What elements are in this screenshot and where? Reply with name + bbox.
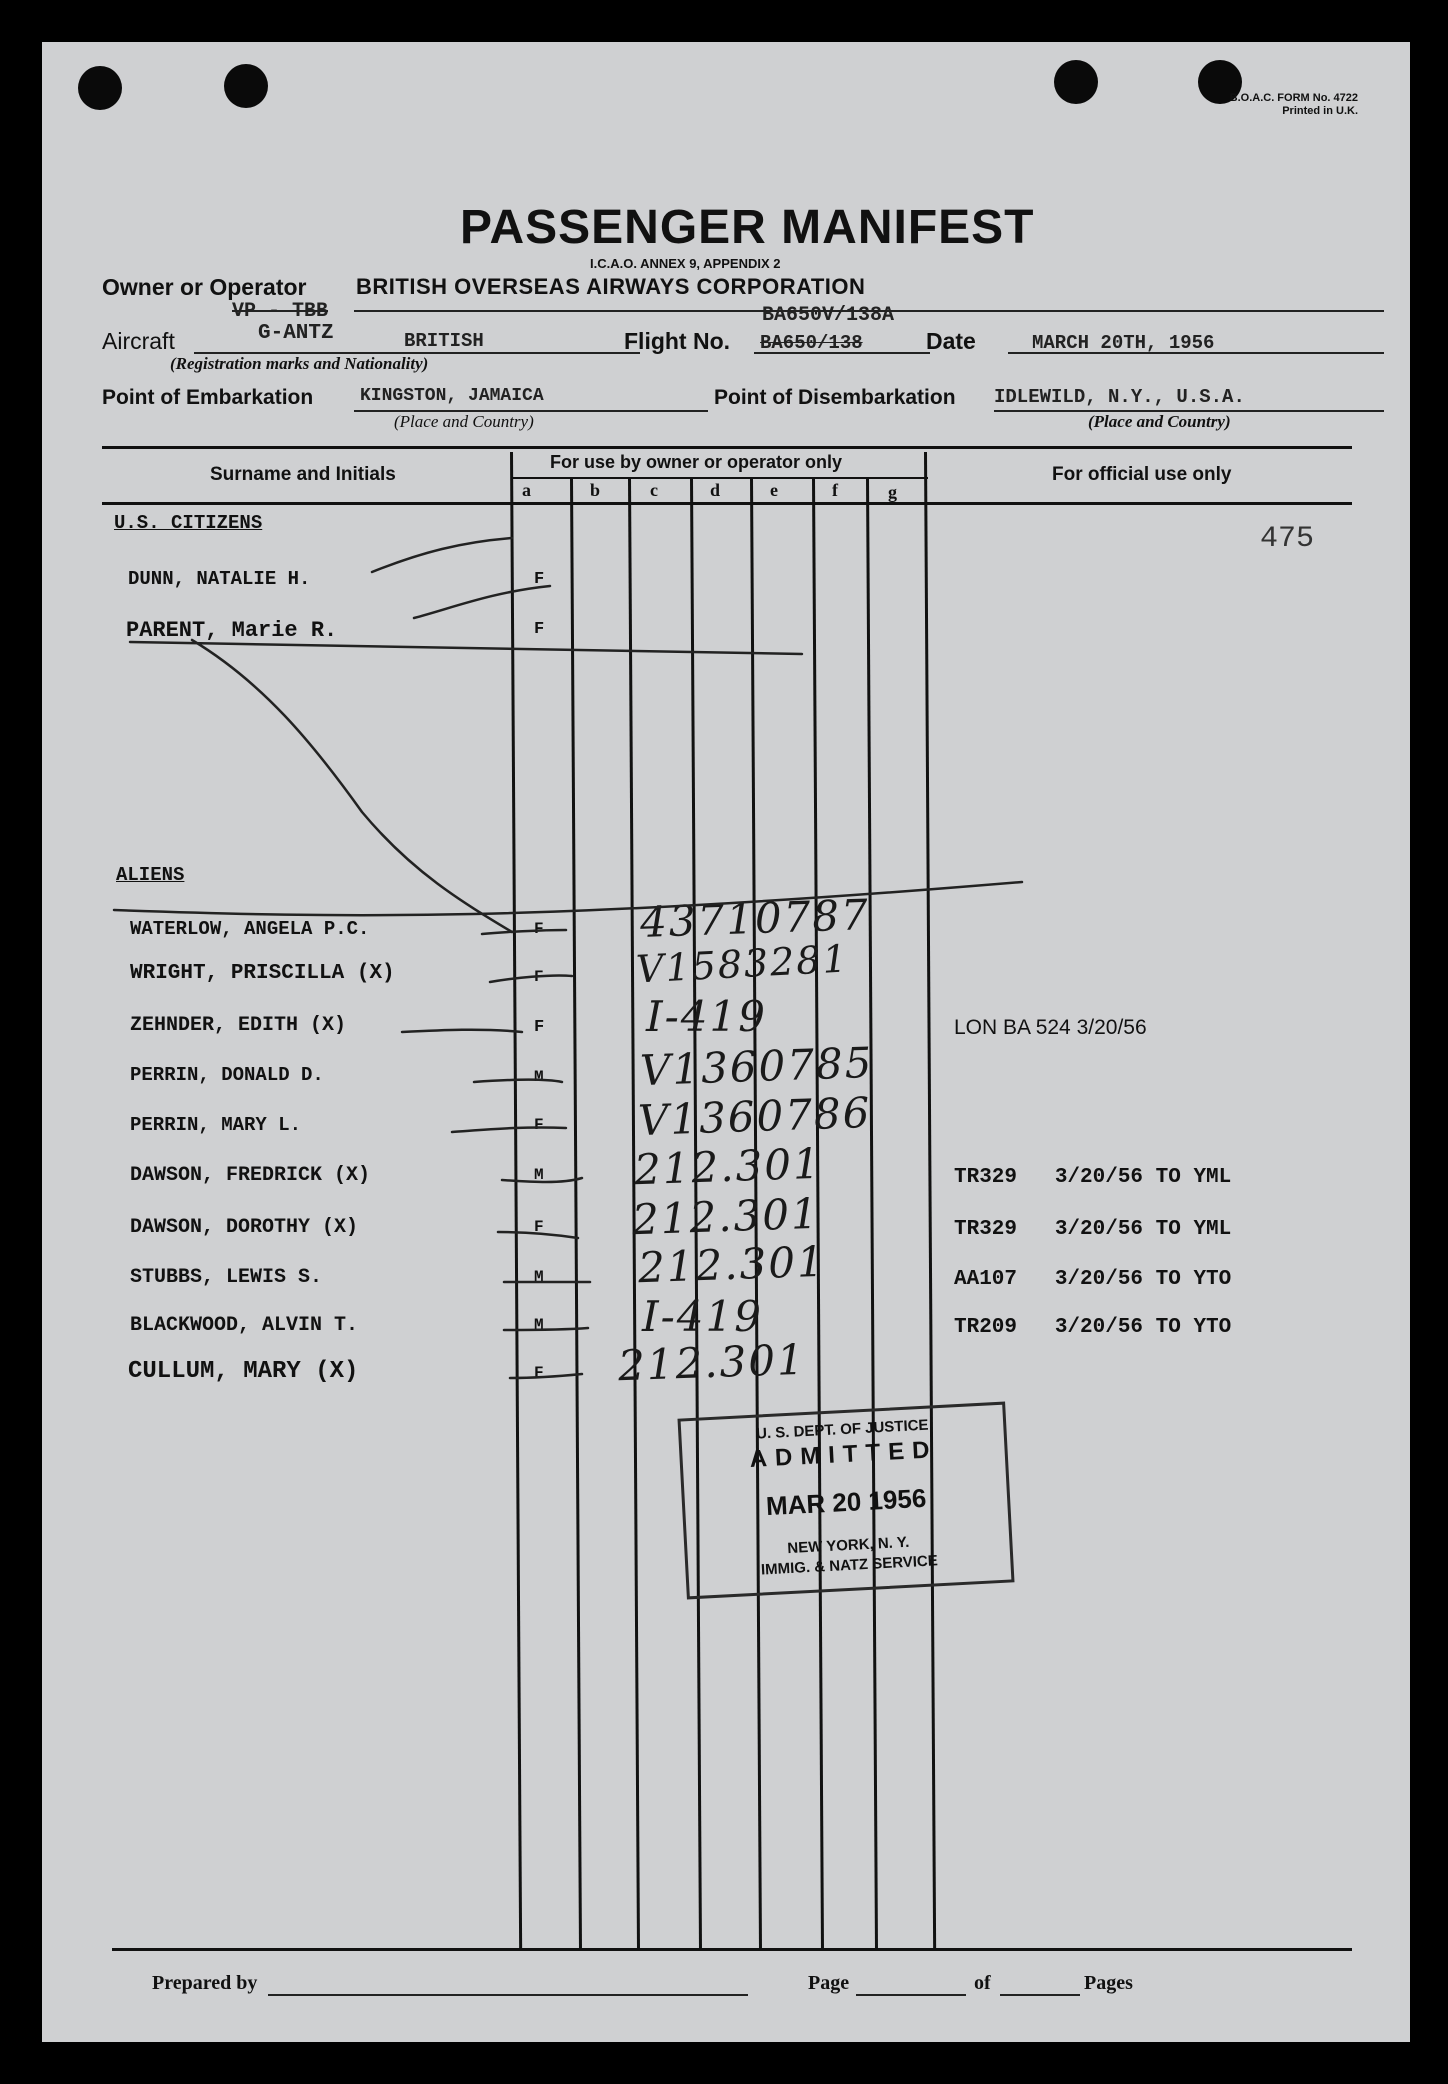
alien-name: DAWSON, FREDRICK (X) xyxy=(130,1164,371,1187)
alien-document: 212.301 xyxy=(633,1138,823,1195)
alien-official-note: AA107 3/20/56 TO YTO xyxy=(954,1268,1232,1291)
admitted-stamp xyxy=(677,1402,1014,1600)
count-mark: 475 xyxy=(1260,522,1315,556)
stamp-admitted: ADMITTED xyxy=(749,1436,939,1473)
alien-official-note: TR209 3/20/56 TO YTO xyxy=(954,1316,1232,1339)
alien-sex: F xyxy=(534,1218,544,1236)
pages-label: Pages xyxy=(1084,1972,1133,1994)
flight-no-above: BA650V/138A xyxy=(762,304,895,327)
alien-name: PERRIN, MARY L. xyxy=(130,1114,302,1136)
alien-document: 212.301 xyxy=(637,1236,827,1293)
alien-official-note: LON BA 524 3/20/56 xyxy=(954,1016,1147,1039)
embarkation-note: (Place and Country) xyxy=(394,412,534,431)
alien-sex: F xyxy=(534,1018,545,1037)
alien-document: I-419 xyxy=(646,992,767,1041)
disembarkation-label: Point of Disembarkation xyxy=(714,386,956,409)
embarkation-label: Point of Embarkation xyxy=(102,386,314,409)
prepared-by-label: Prepared by xyxy=(152,1972,258,1994)
official-header: For official use only xyxy=(1052,464,1232,485)
surname-header: Surname and Initials xyxy=(210,464,396,485)
us-citizen-name: PARENT, Marie R. xyxy=(126,618,338,643)
alien-sex: M xyxy=(534,1068,544,1086)
stamp-agency: U. S. DEPT. OF JUSTICE xyxy=(755,1416,929,1443)
col-letter-d: d xyxy=(710,480,721,500)
owner-label: Owner or Operator xyxy=(102,274,307,300)
alien-name: STUBBS, LEWIS S. xyxy=(130,1266,323,1289)
alien-sex: F xyxy=(534,920,544,938)
flight-label: Flight No. xyxy=(624,328,731,354)
aircraft-note: (Registration marks and Nationality) xyxy=(170,354,429,373)
col-letter-b: b xyxy=(590,480,601,500)
aircraft-reg-above: VP - TBB xyxy=(232,300,329,323)
page-subtitle: I.C.A.O. ANNEX 9, APPENDIX 2 xyxy=(590,256,781,271)
alien-document: V1360786 xyxy=(637,1087,873,1146)
aircraft-nationality: BRITISH xyxy=(404,330,484,352)
stamp-service: IMMIG. & NATZ SERVICE xyxy=(760,1552,939,1579)
alien-document: 212.301 xyxy=(631,1188,821,1245)
alien-name: DAWSON, DOROTHY (X) xyxy=(130,1216,359,1239)
pages-line xyxy=(1000,1994,1080,1996)
alien-name: CULLUM, MARY (X) xyxy=(128,1358,359,1385)
stamp-date: MAR 20 1956 xyxy=(765,1482,927,1522)
us-citizens-heading: U.S. CITIZENS xyxy=(114,512,263,534)
handwritten-marks xyxy=(42,42,1410,2042)
page-label: Page xyxy=(808,1972,850,1994)
of-label: of xyxy=(974,1972,991,1994)
disembarkation-value: IDLEWILD, N.Y., U.S.A. xyxy=(994,386,1245,408)
page-title: PASSENGER MANIFEST xyxy=(460,201,1035,254)
page-line xyxy=(856,1994,966,1996)
alien-sex: F xyxy=(534,968,544,986)
us-citizen-name: DUNN, NATALIE H. xyxy=(128,568,311,590)
alien-name: WRIGHT, PRISCILLA (X) xyxy=(130,962,395,985)
form-number: B.O.A.C. FORM No. 4722 xyxy=(1229,92,1358,104)
aliens-heading: ALIENS xyxy=(116,864,185,886)
date-value: MARCH 20TH, 1956 xyxy=(1032,332,1215,354)
alien-sex: F xyxy=(534,1364,544,1382)
aircraft-label: Aircraft xyxy=(102,328,175,354)
alien-name: BLACKWOOD, ALVIN T. xyxy=(130,1314,359,1337)
col-letter-c: c xyxy=(650,480,658,500)
alien-document: 43710787 xyxy=(639,890,871,947)
us-citizen-sex: F xyxy=(534,620,545,639)
col-letter-e: e xyxy=(770,480,778,500)
owner-use-header: For use by owner or operator only xyxy=(550,452,843,472)
prepared-by-line xyxy=(268,1994,748,1996)
us-citizen-sex: F xyxy=(534,570,545,589)
printed-note: Printed in U.K. xyxy=(1282,105,1358,117)
col-letter-g: g xyxy=(888,482,897,502)
col-letter-f: f xyxy=(832,480,838,500)
alien-document: 212.301 xyxy=(617,1334,807,1391)
date-label: Date xyxy=(926,328,976,354)
owner-value: BRITISH OVERSEAS AIRWAYS CORPORATION xyxy=(356,274,866,299)
footer-rule xyxy=(112,1948,1352,1951)
alien-name: WATERLOW, ANGELA P.C. xyxy=(130,918,370,940)
disembarkation-note: (Place and Country) xyxy=(1088,412,1231,431)
alien-name: PERRIN, DONALD D. xyxy=(130,1064,324,1086)
alien-document: I-419 xyxy=(642,1292,763,1341)
alien-sex: M xyxy=(534,1316,544,1334)
embarkation-value: KINGSTON, JAMAICA xyxy=(360,386,544,406)
alien-official-note: TR329 3/20/56 TO YML xyxy=(954,1166,1232,1189)
alien-document: V1360785 xyxy=(639,1037,875,1096)
alien-name: ZEHNDER, EDITH (X) xyxy=(130,1014,347,1037)
alien-document: V1583281 xyxy=(634,936,850,992)
col-letter-a: a xyxy=(522,480,531,500)
stamp-city: NEW YORK, N. Y. xyxy=(786,1533,910,1558)
alien-sex: M xyxy=(534,1166,544,1184)
flight-no: BA650/138 xyxy=(760,332,863,354)
aircraft-reg: G-ANTZ xyxy=(258,322,334,345)
alien-sex: F xyxy=(534,1116,544,1134)
alien-official-note: TR329 3/20/56 TO YML xyxy=(954,1218,1232,1241)
manifest-sheet xyxy=(42,42,1410,2042)
alien-sex: M xyxy=(534,1268,544,1286)
